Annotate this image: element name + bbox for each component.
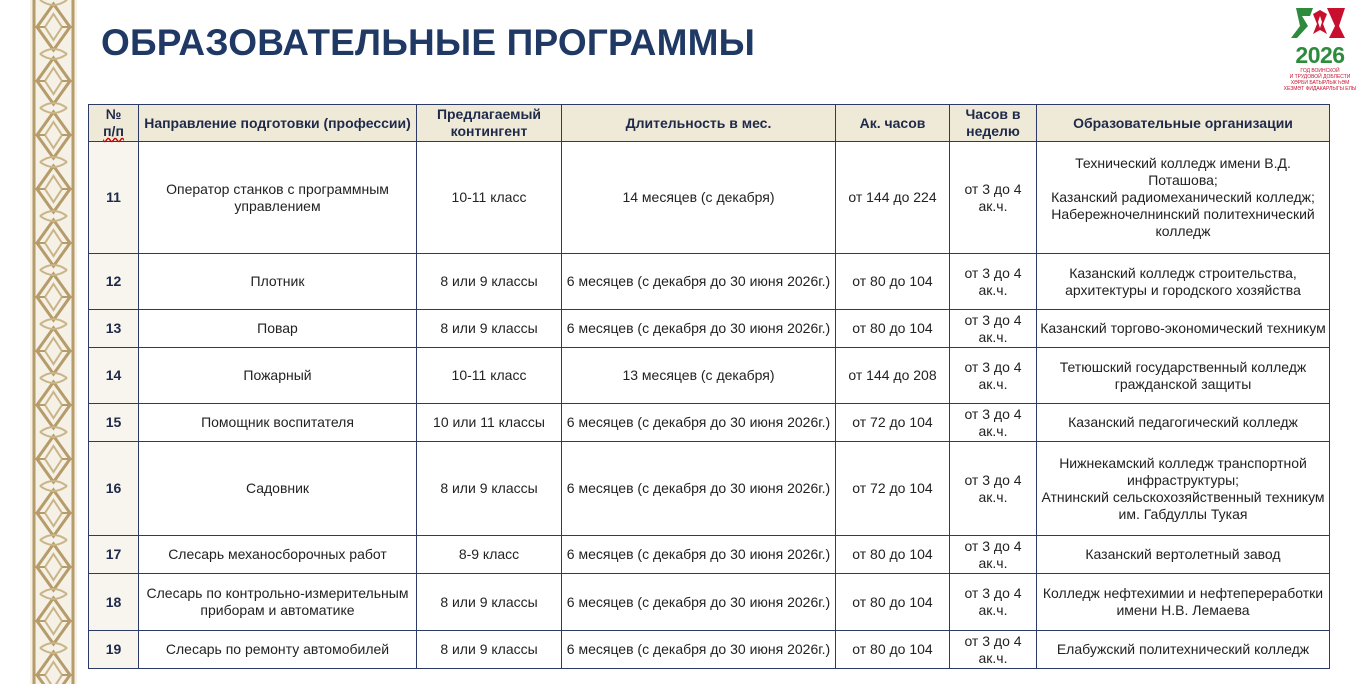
hours-cell: от 80 до 104: [836, 631, 950, 669]
hours-cell: от 144 до 208: [836, 348, 950, 404]
organizations-cell: [1037, 442, 1330, 536]
hours-cell: от 80 до 104: [836, 310, 950, 348]
table-row: [89, 536, 1330, 574]
hours-cell: от 72 до 104: [836, 442, 950, 536]
duration-cell: 6 месяцев (с декабря до 30 июня 2026г.): [562, 254, 836, 310]
logo-caption-line: ХЕЗМӘТ ФИДАКАРЛЫГЫ ЕЛЫ: [1283, 86, 1357, 92]
contingent-cell: 10-11 класс: [417, 348, 562, 404]
direction-cell: Слесарь механосборочных работ: [139, 536, 417, 574]
ornament-border: [30, 0, 77, 684]
organizations-cell: [1037, 310, 1330, 348]
weekly-hours-cell: от 3 до 4 ак.ч.: [950, 574, 1037, 631]
logo-caption-line: И ТРУДОВОЙ ДОБЛЕСТИ: [1289, 74, 1351, 80]
header-contingent: Предлагаемый контингент: [417, 105, 562, 142]
logo-caption-line: ХӘРБИ БАТЫРЛЫК ҺӘМ: [1290, 80, 1350, 86]
direction-cell: Садовник: [139, 442, 417, 536]
direction-cell: Плотник: [139, 254, 417, 310]
duration-cell: 6 месяцев (с декабря до 30 июня 2026г.): [562, 536, 836, 574]
row-number: 17: [89, 536, 139, 574]
organizations-cell: [1037, 631, 1330, 669]
direction-cell: Слесарь по контрольно-измерительным приборам и автоматике: [139, 574, 417, 631]
logo-caption-line: ГОД ВОИНСКОЙ: [1300, 68, 1340, 74]
duration-cell: 6 месяцев (с декабря до 30 июня 2026г.): [562, 631, 836, 669]
duration-cell: 6 месяцев (с декабря до 30 июня 2026г.): [562, 574, 836, 631]
table-row: [89, 254, 1330, 310]
organization-name: Казанский педагогический колледж: [1068, 414, 1298, 430]
organization-name: Казанский торгово-экономический техникум: [1040, 320, 1326, 336]
organization-name: Тетюшский государственный колледж гражданской защиты: [1059, 358, 1307, 392]
table-row: [89, 631, 1330, 669]
organization-name: Казанский вертолетный завод: [1085, 546, 1281, 562]
contingent-cell: 8 или 9 классы: [417, 574, 562, 631]
hours-cell: от 72 до 104: [836, 404, 950, 442]
table-header-row: [89, 105, 1330, 142]
header-organizations: Образовательные организации: [1037, 105, 1330, 142]
page-title: ОБРАЗОВАТЕЛЬНЫЕ ПРОГРАММЫ: [101, 22, 756, 63]
table-row: [89, 574, 1330, 631]
duration-cell: 14 месяцев (с декабря): [562, 142, 836, 254]
duration-cell: 6 месяцев (с декабря до 30 июня 2026г.): [562, 404, 836, 442]
row-number: 19: [89, 631, 139, 669]
duration-cell: 13 месяцев (с декабря): [562, 348, 836, 404]
hours-cell: от 80 до 104: [836, 536, 950, 574]
table-row: [89, 442, 1330, 536]
header-duration: Длительность в мес.: [562, 105, 836, 142]
row-number: 13: [89, 310, 139, 348]
contingent-cell: 8 или 9 классы: [417, 442, 562, 536]
row-number: 14: [89, 348, 139, 404]
organization-name: Атнинский сельскохозяйственный техникум им. Габдуллы Тукая: [1041, 488, 1325, 522]
contingent-cell: 10 или 11 классы: [417, 404, 562, 442]
organization-name: Технический колледж имени В.Д. Поташова;: [1075, 155, 1291, 188]
direction-cell: Повар: [139, 310, 417, 348]
organization-name: Колледж нефтехимии и нефтепереработки имени Н.В. Лемаева: [1042, 585, 1324, 618]
contingent-cell: 8 или 9 классы: [417, 310, 562, 348]
row-number: 11: [89, 142, 139, 254]
weekly-hours-cell: от 3 до 4 ак.ч.: [950, 442, 1037, 536]
organizations-cell: [1037, 142, 1330, 254]
hours-cell: от 80 до 104: [836, 254, 950, 310]
header-number: [89, 105, 139, 142]
header-direction: Направление подготовки (профессии): [139, 105, 417, 142]
organization-name: Елабужский политехнический колледж: [1056, 641, 1310, 657]
hours-cell: от 80 до 104: [836, 574, 950, 631]
row-number: 18: [89, 574, 139, 631]
organizations-cell: [1037, 536, 1330, 574]
organization-name: Казанский колледж строительства, архитектуры и городского хозяйства: [1065, 264, 1301, 298]
weekly-hours-cell: от 3 до 4 ак.ч.: [950, 404, 1037, 442]
weekly-hours-cell: от 3 до 4 ак.ч.: [950, 254, 1037, 310]
year-2026-logo: [1283, 4, 1357, 96]
duration-cell: 6 месяцев (с декабря до 30 июня 2026г.): [562, 310, 836, 348]
organization-name: Набережночелнинский политехнический колледж: [1051, 206, 1315, 239]
star-emblem-icon: [1283, 4, 1357, 44]
weekly-hours-cell: от 3 до 4 ак.ч.: [950, 348, 1037, 404]
header-number-symbol: №: [105, 106, 122, 122]
table-row: [89, 142, 1330, 254]
row-number: 16: [89, 442, 139, 536]
row-number: 15: [89, 404, 139, 442]
header-hours: Ак. часов: [836, 105, 950, 142]
table-row: [89, 348, 1330, 404]
table-row: [89, 310, 1330, 348]
programs-table: [88, 104, 1330, 669]
organization-name: Нижнекамский колледж транспортной инфраструктуры;: [1059, 454, 1307, 488]
duration-cell: 6 месяцев (с декабря до 30 июня 2026г.): [562, 442, 836, 536]
weekly-hours-cell: от 3 до 4 ак.ч.: [950, 536, 1037, 574]
weekly-hours-cell: от 3 до 4 ак.ч.: [950, 631, 1037, 669]
organizations-cell: [1037, 348, 1330, 404]
direction-cell: Помощник воспитателя: [139, 404, 417, 442]
contingent-cell: 8 или 9 классы: [417, 631, 562, 669]
direction-cell: Слесарь по ремонту автомобилей: [139, 631, 417, 669]
logo-year: 2026: [1295, 42, 1345, 68]
header-number-label: п/п: [103, 123, 124, 139]
table-row: [89, 404, 1330, 442]
organization-name: Казанский радиомеханический колледж;: [1051, 189, 1315, 205]
direction-cell: Пожарный: [139, 348, 417, 404]
organizations-cell: [1037, 574, 1330, 631]
organizations-cell: [1037, 254, 1330, 310]
header-weekly-hours: Часов в неделю: [950, 105, 1037, 142]
weekly-hours-cell: от 3 до 4 ак.ч.: [950, 310, 1037, 348]
contingent-cell: 8 или 9 классы: [417, 254, 562, 310]
hours-cell: от 144 до 224: [836, 142, 950, 254]
row-number: 12: [89, 254, 139, 310]
organizations-cell: [1037, 404, 1330, 442]
direction-cell: Оператор станков с программным управлением: [139, 142, 417, 254]
contingent-cell: 10-11 класс: [417, 142, 562, 254]
weekly-hours-cell: от 3 до 4 ак.ч.: [950, 142, 1037, 254]
contingent-cell: 8-9 класс: [417, 536, 562, 574]
